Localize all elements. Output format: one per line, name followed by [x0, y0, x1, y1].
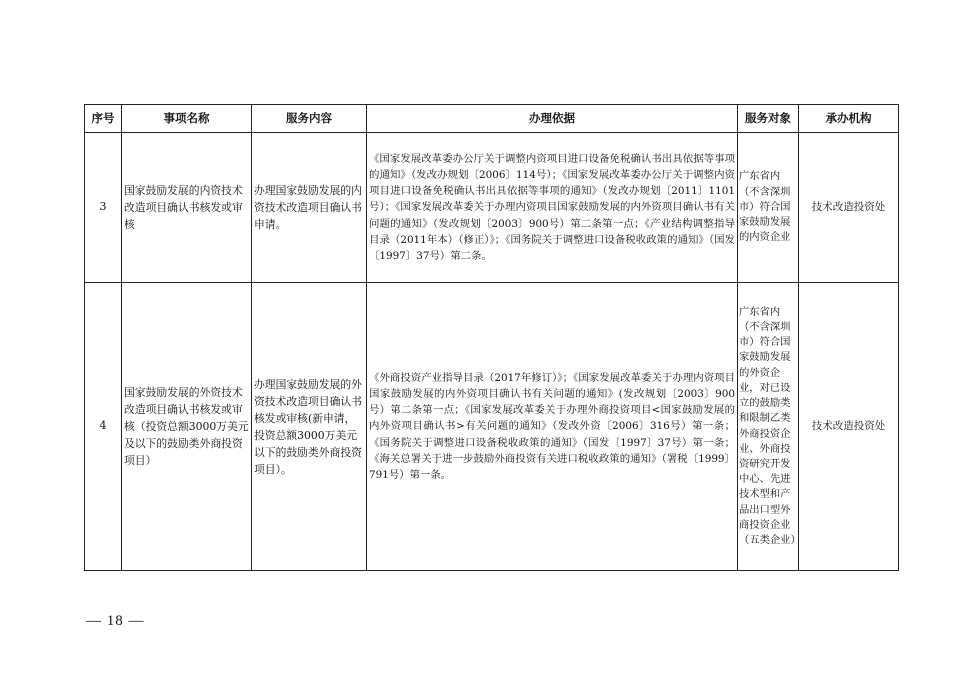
header-legal-basis: 办理依据 — [367, 105, 738, 133]
row-handling-org: 技术改造投资处 — [799, 283, 899, 571]
row-item-name: 国家鼓励发展的内资技术改造项目确认书核发或审核 — [122, 133, 252, 283]
table-header-row — [85, 105, 899, 133]
row-serial: 3 — [85, 133, 122, 283]
table-row — [85, 133, 899, 283]
header-service-target: 服务对象 — [738, 105, 799, 133]
row-service-target: 广东省内（不含深圳市）符合国家鼓励发展的外资企业，对已设立的鼓励类和限制乙类外商投资企业、外商投资研究开发中心、先进技术型和产品出口型外商投资企业（五类企业） — [738, 283, 799, 571]
header-service-content: 服务内容 — [252, 105, 367, 133]
row-service-content: 办理国家鼓励发展的外资技术改造项目确认书核发或审核(新申请，投资总额3000万美元以下的鼓励类外商投资项目）。 — [252, 283, 367, 571]
row-handling-org: 技术改造投资处 — [799, 133, 899, 283]
row-serial: 4 — [85, 283, 122, 571]
row-legal-basis: 《外商投资产业指导目录（2017年修订）》；《国家发展改革委关于办理内资项目国家鼓励发展的内外资项目确认书有关问题的通知》(发改规划〔2003〕900号）第二条第一点；《国家发展改革委关于办理外商投资项目<国家鼓励发展的内外资项目确认书>有关问题的通知》（发改外资〔2006〕316号）第一条；《国务院关于调整进口设备税收政策的通知》（国发〔1997〕37号）第一条；《海关总署关于进一步鼓励外商投资有关进口税收政策的通知》（署税〔1999〕791号）第一条。 — [367, 283, 738, 571]
header-item-name: 事项名称 — [122, 105, 252, 133]
table-row — [85, 283, 899, 571]
row-item-name: 国家鼓励发展的外资技术改造项目确认书核发或审核（投资总额3000万美元及以下的鼓励类外商投资项目） — [122, 283, 252, 571]
row-service-content: 办理国家鼓励发展的内资技术改造项目确认书申请。 — [252, 133, 367, 283]
header-handling-org: 承办机构 — [799, 105, 899, 133]
row-legal-basis: 《国家发展改革委办公厅关于调整内资项目进口设备免税确认书出具依据等事项的通知》（发改办规划〔2006〕114号）；《国家发展改革委办公厅关于调整内资项目进口设备免税确认书出具依据等事项的通知》（发改办规划〔2011〕1101号）；《国家发展改革委关于办理内资项目国家鼓励发展的内外资项目确认书有关问题的通知》（发改规划〔2003〕900号）第二条第一点；《产业结构调整指导目录（2011年本）（修正）》；《国务院关于调整进口设备税收政策的通知》（国发〔1997〕37号）第二条。 — [367, 133, 738, 283]
header-serial: 序号 — [85, 105, 122, 133]
page-number: — 18 — — [86, 613, 145, 629]
service-items-table — [84, 104, 899, 571]
row-service-target: 广东省内（不含深圳市）符合国家鼓励发展的内资企业 — [738, 133, 799, 283]
